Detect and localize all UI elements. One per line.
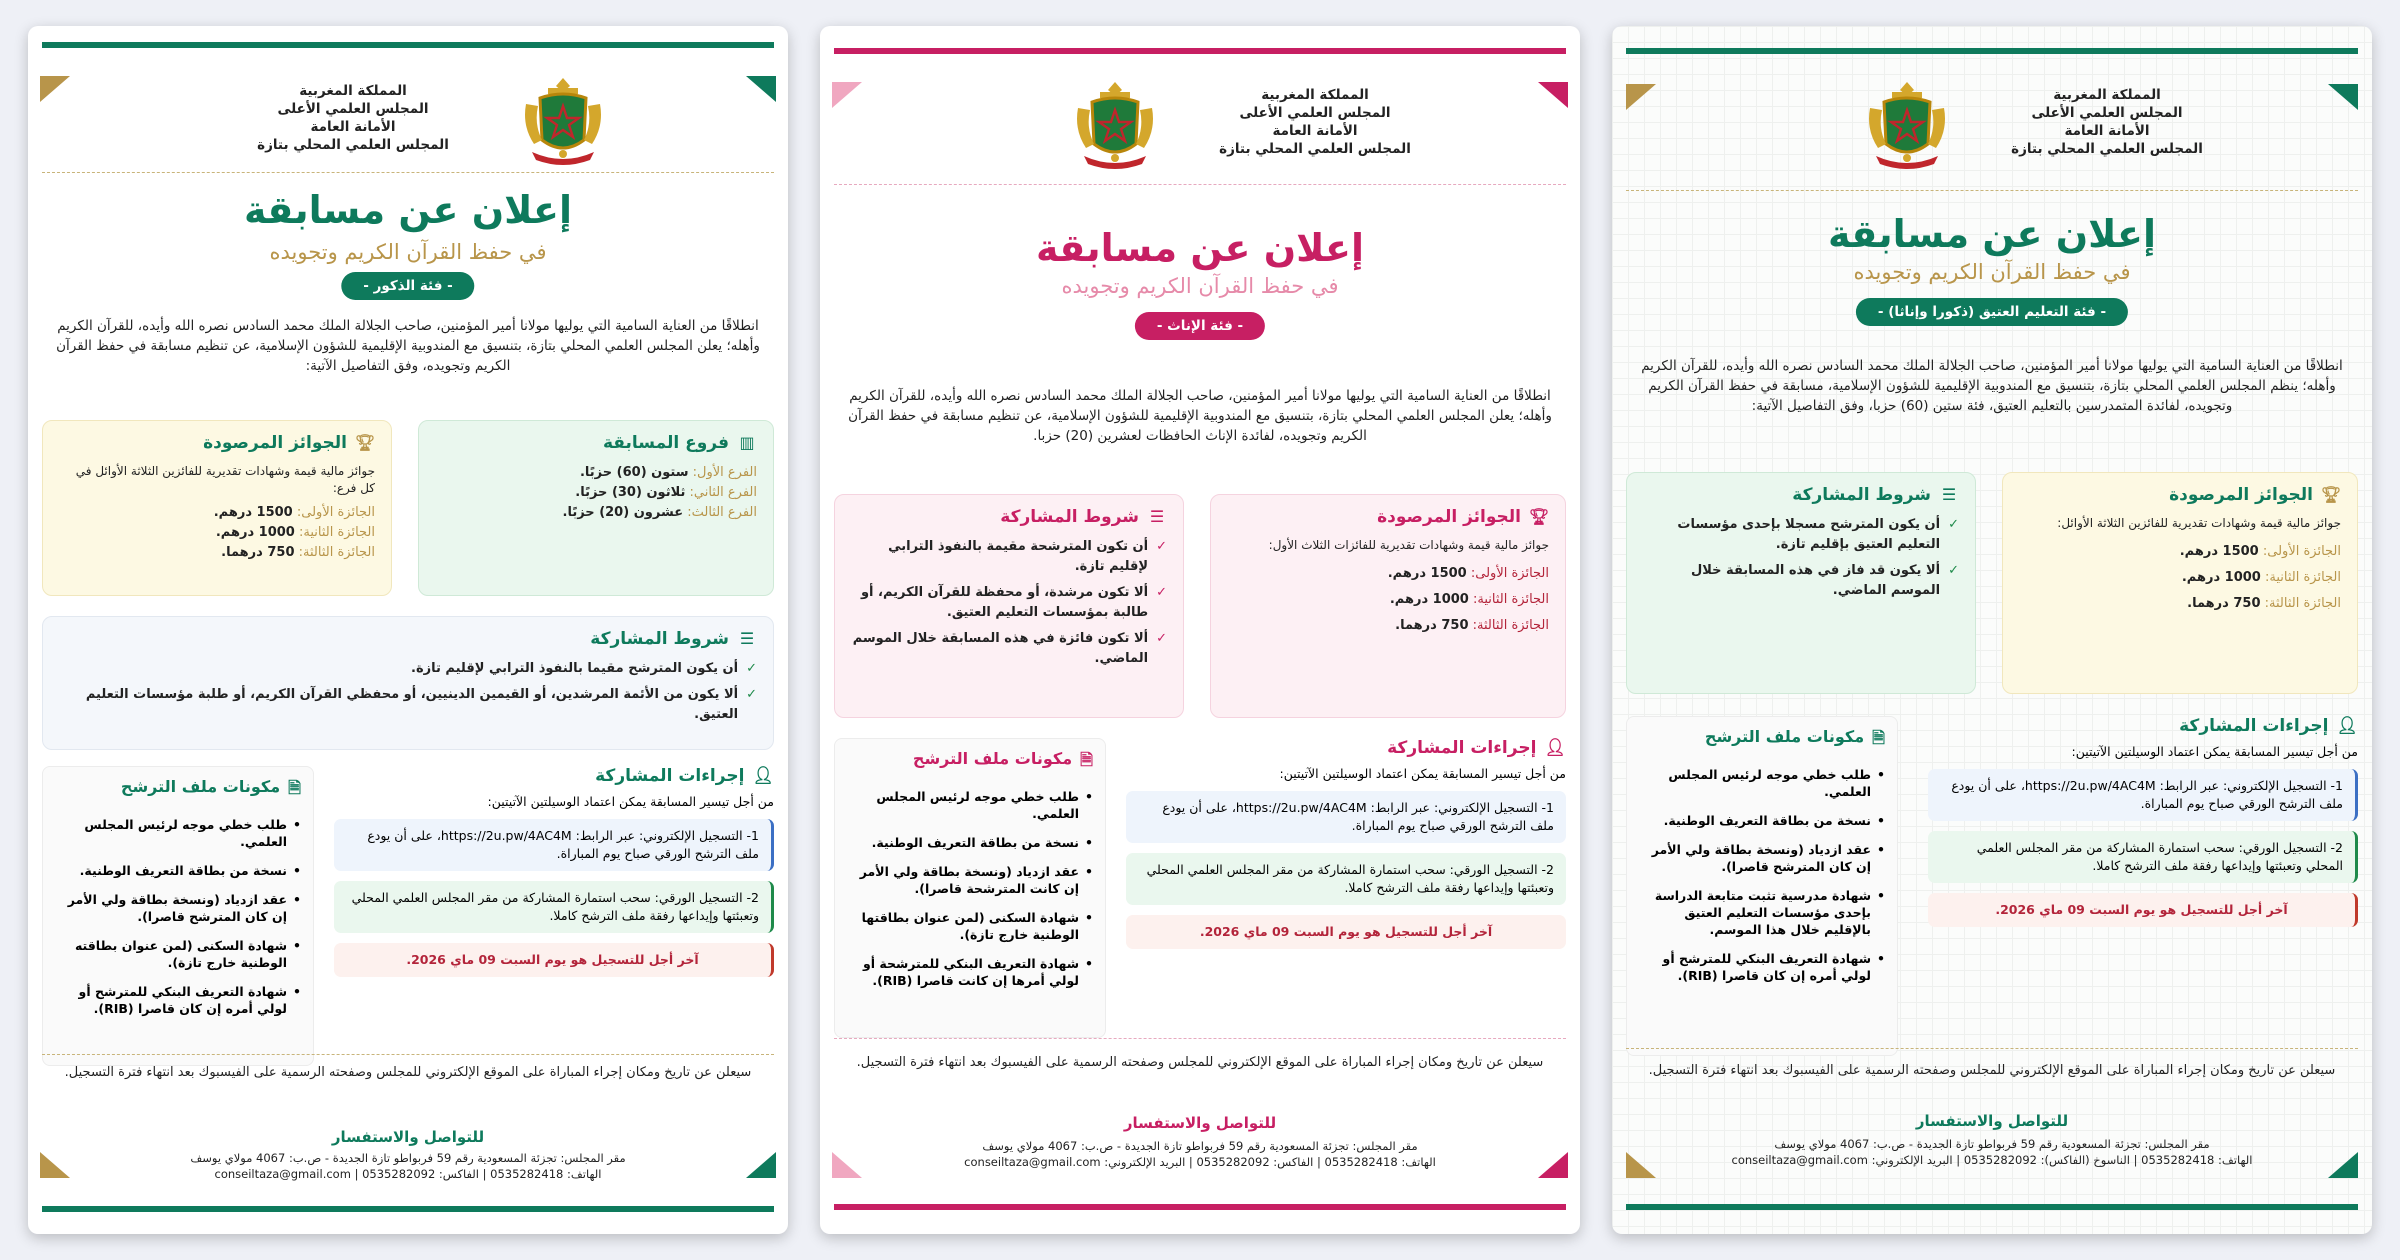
list-item: الجائزة الثالثة: 750 درهما. bbox=[221, 545, 375, 560]
list-item: • شهادة مدرسية تثبت متابعة الدراسة بإحدى مؤسسات التعليم العتيق بالإقليم خلال هذا الموسم. bbox=[1639, 887, 1885, 938]
list-item: • عقد ازدياد (ونسخة بطاقة ولي الأمر إن كان المترشح قاصرا). bbox=[1639, 841, 1885, 875]
list-item: • عقد ازدياد (ونسخة بطاقة ولي الأمر إن كان المترشح قاصرا). bbox=[55, 891, 301, 925]
prizes-box bbox=[2002, 472, 2358, 694]
intro-text: انطلاقًا من العناية السامية التي يوليها مولانا أمير المؤمنين، صاحب الجلالة الملك محمد السادس نصره الله وأيده، للقرآن الكريم وأهله؛ ينظم المجلس العلمي المحلي بتازة، بتنسيق مع المندوبية الإقليمية للشؤون الإسلامية، مسابقة في حفظ القرآن الكريم وتجويده، لفائدة المتمدرسين بالتعليم العتيق، فئة ستين (60) حزبا، وفق التفاصيل الآتية: bbox=[1641, 358, 2343, 414]
address: مقر المجلس: تجزئة المسعودية رقم 59 فربواطو تازة الجديدة - ص.ب: 4067 مولاي يوسف bbox=[1774, 1137, 2210, 1151]
header-lines bbox=[238, 82, 468, 154]
check-icon: ✓ bbox=[1948, 563, 1959, 578]
list-item: الفرع الثاني: ثلاثون (30) حزبًا. bbox=[575, 485, 757, 500]
list-item: الفرع الثالث: عشرون (20) حزبًا. bbox=[562, 505, 757, 520]
procedures-intro: من أجل تيسير المسابقة يمكن اعتماد الوسيلتين الآتيتين: bbox=[1279, 766, 1566, 781]
file-section bbox=[1626, 716, 1898, 1056]
footer-note: سيعلن عن تاريخ ومكان إجراء المباراة على الموقع الإلكتروني للمجلس وصفحته الرسمية على الفيسبوك بعد انتهاء فترة التسجيل. bbox=[1648, 1063, 2336, 1078]
header-line: المجلس العلمي المحلي بتازة bbox=[1219, 141, 1411, 157]
phones: الهاتف: 0535282418 | الفاكس: 0535282092 | البريد الإلكتروني: conseiltaza@gmail.com bbox=[964, 1155, 1436, 1169]
header-line: المجلس العلمي الأعلى bbox=[2031, 105, 2183, 121]
check-icon: ✓ bbox=[1948, 517, 1959, 532]
list-item: • شهادة التعريف البنكي للمترشح أو لولي أمره إن كان قاصرا (RIB). bbox=[55, 983, 301, 1017]
header bbox=[28, 74, 788, 194]
divider bbox=[42, 1054, 774, 1055]
list-item: الجائزة الأولى: 1500 درهم. bbox=[2179, 544, 2341, 559]
list-item: الجائزة الثانية: 1000 درهم. bbox=[215, 525, 375, 540]
check-icon: ✓ bbox=[1156, 539, 1167, 554]
header-line: المجلس العلمي المحلي بتازة bbox=[257, 137, 449, 153]
procedures-section bbox=[334, 766, 774, 987]
document-icon: 🗎 bbox=[1080, 750, 1093, 769]
header-lines bbox=[1200, 86, 1430, 158]
page-subtitle: في حفظ القرآن الكريم وتجويده bbox=[1061, 274, 1339, 298]
poster-traditional-education bbox=[1612, 26, 2372, 1234]
bottom-bar bbox=[834, 1204, 1566, 1210]
header-line: المجلس العلمي الأعلى bbox=[1239, 105, 1391, 121]
trophy-icon: 🏆︎ bbox=[1528, 507, 1549, 526]
conditions-title: شروط المشاركة bbox=[1000, 507, 1139, 527]
header bbox=[1612, 78, 2372, 198]
corner-decoration bbox=[832, 1152, 862, 1178]
prizes-title: الجوائز المرصودة bbox=[2169, 485, 2313, 505]
page-subtitle: في حفظ القرآن الكريم وتجويده bbox=[269, 240, 547, 264]
divider bbox=[42, 172, 774, 173]
list-item: • شهادة السكنى (لمن عنوان بطاقتها الوطنية خارج تازة). bbox=[847, 909, 1093, 943]
corner-decoration bbox=[746, 1152, 776, 1178]
list-item: • شهادة التعريف البنكي للمترشح أو لولي أمره إن كان قاصرا (RIB). bbox=[1639, 950, 1885, 984]
procedures-section bbox=[1928, 716, 2358, 937]
user-icon: 👤︎ bbox=[1544, 738, 1566, 758]
conditions-box bbox=[42, 616, 774, 750]
file-title: مكونات ملف الترشح bbox=[120, 777, 281, 796]
check-icon: ✓ bbox=[1156, 585, 1167, 600]
header-line: الأمانة العامة bbox=[310, 119, 396, 135]
list-item: • نسخة من بطاقة التعريف الوطنية. bbox=[55, 862, 301, 879]
bottom-bar bbox=[42, 1206, 774, 1212]
royal-emblem-icon bbox=[1862, 78, 1952, 172]
branches-box bbox=[418, 420, 774, 596]
prizes-description: جوائز مالية قيمة وشهادات تقديرية للفائزات الثلاث الأول: bbox=[1268, 538, 1549, 552]
prizes-box bbox=[42, 420, 392, 596]
procedures-title: إجراءات المشاركة bbox=[2179, 716, 2329, 736]
page-title: إعلان عن مسابقة bbox=[243, 188, 572, 232]
check-icon: ✓ bbox=[1156, 631, 1167, 646]
branches-title: فروع المسابقة bbox=[602, 433, 729, 453]
poster-females bbox=[820, 26, 1580, 1234]
page-title: إعلان عن مسابقة bbox=[1827, 212, 2156, 256]
list-item: • شهادة السكنى (لمن عنوان بطاقته الوطنية خارج تازة). bbox=[55, 937, 301, 971]
procedures-section bbox=[1126, 738, 1566, 959]
list-item: • نسخة من بطاقة التعريف الوطنية. bbox=[1639, 812, 1885, 829]
file-section bbox=[42, 766, 314, 1066]
prizes-title: الجوائز المرصودة bbox=[1377, 507, 1521, 527]
page-subtitle: في حفظ القرآن الكريم وتجويده bbox=[1853, 260, 2131, 284]
checklist-icon: ☰ bbox=[1149, 507, 1165, 526]
header-line: المملكة المغربية bbox=[299, 83, 407, 99]
phones: الهاتف: 0535282418 | الفاكس: 0535282092 | conseiltaza@gmail.com bbox=[214, 1167, 602, 1181]
procedures-title: إجراءات المشاركة bbox=[1387, 738, 1537, 758]
paper-registration: 2- التسجيل الورقي: سحب استمارة المشاركة من مقر المجلس العلمي المحلي وتعبئتها وإيداعها رفقة ملف الترشح كاملا. bbox=[1928, 831, 2358, 883]
list-item: • طلب خطي موجه لرئيس المجلس العلمي. bbox=[847, 788, 1093, 822]
header-line: المجلس العلمي المحلي بتازة bbox=[2011, 141, 2203, 157]
header bbox=[820, 78, 1580, 198]
conditions-box bbox=[1626, 472, 1976, 694]
list-item: ✓ ألا يكون قد فاز في هذه المسابقة خلال الموسم الماضي. bbox=[1643, 561, 1959, 601]
category-badge: - فئة الذكور - bbox=[341, 272, 474, 300]
list-item: • عقد ازدياد (ونسخة بطاقة ولي الأمر إن كانت المترشحة قاصرا). bbox=[847, 863, 1093, 897]
contact-title: للتواصل والاستفسار bbox=[1915, 1112, 2069, 1130]
corner-decoration bbox=[1626, 1152, 1656, 1178]
divider bbox=[1626, 1048, 2358, 1049]
list-item: ✓ ألا تكون فائزة في هذه المسابقة خلال الموسم الماضي. bbox=[851, 629, 1167, 669]
header-line: المملكة المغربية bbox=[2053, 87, 2161, 103]
contact-title: للتواصل والاستفسار bbox=[1123, 1114, 1277, 1132]
list-item: ✓ أن تكون المترشحة مقيمة بالنفوذ الترابي لإقليم تازة. bbox=[851, 537, 1167, 577]
user-icon: 👤︎ bbox=[2336, 716, 2358, 736]
deadline-note: آخر أجل للتسجيل هو يوم السبت 09 ماي 2026. bbox=[334, 943, 774, 977]
deadline-note: آخر أجل للتسجيل هو يوم السبت 09 ماي 2026. bbox=[1126, 915, 1566, 949]
list-item: • طلب خطي موجه لرئيس المجلس العلمي. bbox=[1639, 766, 1885, 800]
header-line: المملكة المغربية bbox=[1261, 87, 1369, 103]
prizes-description: جوائز مالية قيمة وشهادات تقديرية للفائزين الثلاثة الأوائل في كل فرع: bbox=[75, 464, 375, 495]
conditions-box bbox=[834, 494, 1184, 718]
bottom-bar bbox=[1626, 1204, 2358, 1210]
footer-note: سيعلن عن تاريخ ومكان إجراء المباراة على الموقع الإلكتروني للمجلس وصفحته الرسمية على الفيسبوك بعد انتهاء فترة التسجيل. bbox=[64, 1065, 752, 1080]
list-item: • نسخة من بطاقة التعريف الوطنية. bbox=[847, 834, 1093, 851]
document-icon: 🗎 bbox=[1872, 728, 1885, 747]
list-item: ✓ ألا تكون مرشدة، أو محفظة للقرآن الكريم، أو طالبة بمؤسسات التعليم العتيق. bbox=[851, 583, 1167, 623]
list-item: ✓ أن يكون المترشح مسجلا بإحدى مؤسسات التعليم العتيق بإقليم تازة. bbox=[1643, 515, 1959, 555]
prizes-box bbox=[1210, 494, 1566, 718]
procedures-title: إجراءات المشاركة bbox=[595, 766, 745, 786]
conditions-title: شروط المشاركة bbox=[590, 629, 729, 649]
conditions-title: شروط المشاركة bbox=[1792, 485, 1931, 505]
address: مقر المجلس: تجزئة المسعودية رقم 59 فربواطو تازة الجديدة - ص.ب: 4067 مولاي يوسف bbox=[190, 1151, 626, 1165]
divider bbox=[834, 184, 1566, 185]
intro-text: انطلاقًا من العناية السامية التي يوليها مولانا أمير المؤمنين، صاحب الجلالة الملك محمد السادس نصره الله وأيده، للقرآن الكريم وأهله؛ يعلن المجلس العلمي المحلي بتازة، بتنسيق مع المندوبية الإقليمية للشؤون الإسلامية، عن تنظيم مسابقة في حفظ القرآن الكريم وتجويده، لفائدة الإناث الحافظات لعشرين (20) حزبا. bbox=[848, 388, 1552, 444]
list-item: ✓ أن يكون المترشح مقيما بالنفوذ الترابي لإقليم تازة. bbox=[59, 659, 757, 679]
online-registration: 1- التسجيل الإلكتروني: عبر الرابط: https://2u.pw/4AC4M، على أن يودع ملف الترشح الورقي صباح يوم المباراة. bbox=[334, 819, 774, 871]
list-item: • طلب خطي موجه لرئيس المجلس العلمي. bbox=[55, 816, 301, 850]
list-item: • شهادة التعريف البنكي للمترشحة أو لولي أمرها إن كانت قاصرا (RIB). bbox=[847, 955, 1093, 989]
list-item: الفرع الأول: ستون (60) حزبًا. bbox=[579, 465, 757, 480]
divider bbox=[834, 1038, 1566, 1039]
top-bar bbox=[1626, 48, 2358, 54]
check-icon: ✓ bbox=[746, 661, 757, 676]
file-title: مكونات ملف الترشح bbox=[912, 749, 1073, 768]
category-badge: - فئة التعليم العتيق (ذكورا وإناثا) - bbox=[1856, 298, 2128, 326]
book-icon: ▥ bbox=[739, 433, 755, 452]
paper-registration: 2- التسجيل الورقي: سحب استمارة المشاركة من مقر المجلس العلمي المحلي وتعبئتها وإيداعها رفقة ملف الترشح كاملا. bbox=[1126, 853, 1566, 905]
online-registration: 1- التسجيل الإلكتروني: عبر الرابط: https://2u.pw/4AC4M، على أن يودع ملف الترشح الورقي صباح يوم المباراة. bbox=[1126, 791, 1566, 843]
corner-decoration bbox=[1538, 1152, 1568, 1178]
category-badge: - فئة الإناث - bbox=[1135, 312, 1265, 340]
prizes-title: الجوائز المرصودة bbox=[203, 433, 347, 453]
contact-title: للتواصل والاستفسار bbox=[331, 1128, 485, 1146]
paper-registration: 2- التسجيل الورقي: سحب استمارة المشاركة من مقر المجلس العلمي المحلي وتعبئتها وإيداعها رفقة ملف الترشح كاملا. bbox=[334, 881, 774, 933]
list-item: الجائزة الأولى: 1500 درهم. bbox=[213, 505, 375, 520]
divider bbox=[1626, 190, 2358, 191]
file-title: مكونات ملف الترشح bbox=[1704, 727, 1865, 746]
royal-emblem-icon bbox=[1070, 78, 1160, 172]
intro-text: انطلاقًا من العناية السامية التي يوليها مولانا أمير المؤمنين، صاحب الجلالة الملك محمد السادس نصره الله وأيده، للقرآن الكريم وأهله؛ يعلن المجلس العلمي المحلي بتازة، بتنسيق مع المندوبية الإقليمية للشؤون الإسلامية، عن تنظيم مسابقة في حفظ القرآن الكريم وتجويده، وفق التفاصيل الآتية: bbox=[56, 318, 760, 374]
list-item: الجائزة الثالثة: 750 درهما. bbox=[2187, 596, 2341, 611]
address: مقر المجلس: تجزئة المسعودية رقم 59 فربواطو تازة الجديدة - ص.ب: 4067 مولاي يوسف bbox=[982, 1139, 1418, 1153]
checklist-icon: ☰ bbox=[1941, 485, 1957, 504]
corner-decoration bbox=[40, 1152, 70, 1178]
poster-males bbox=[28, 26, 788, 1234]
online-registration: 1- التسجيل الإلكتروني: عبر الرابط: https://2u.pw/4AC4M، على أن يودع ملف الترشح الورقي صباح يوم المباراة. bbox=[1928, 769, 2358, 821]
phones: الهاتف: 0535282418 | الناسوخ (الفاكس): 0535282092 | البريد الإلكتروني: conseiltaza@gmail.com bbox=[1731, 1153, 2253, 1167]
royal-emblem-icon bbox=[518, 74, 608, 168]
procedures-intro: من أجل تيسير المسابقة يمكن اعتماد الوسيلتين الآتيتين: bbox=[487, 794, 774, 809]
prizes-description: جوائز مالية قيمة وشهادات تقديرية للفائزين الثلاثة الأوائل: bbox=[2057, 516, 2341, 530]
header-line: الأمانة العامة bbox=[2064, 123, 2150, 139]
deadline-note: آخر أجل للتسجيل هو يوم السبت 09 ماي 2026. bbox=[1928, 893, 2358, 927]
user-icon: 👤︎ bbox=[752, 766, 774, 786]
page-title: إعلان عن مسابقة bbox=[1035, 226, 1364, 270]
list-item: الجائزة الأولى: 1500 درهم. bbox=[1387, 566, 1549, 581]
top-bar bbox=[42, 42, 774, 48]
trophy-icon: 🏆︎ bbox=[2320, 485, 2341, 504]
list-item: ✓ ألا يكون من الأئمة المرشدين، أو القيمين الدينيين، أو محفظي القرآن الكريم، أو طلبة مؤسسات التعليم العتيق. bbox=[59, 685, 757, 725]
list-item: الجائزة الثالثة: 750 درهما. bbox=[1395, 618, 1549, 633]
procedures-intro: من أجل تيسير المسابقة يمكن اعتماد الوسيلتين الآتيتين: bbox=[2071, 744, 2358, 759]
trophy-icon: 🏆︎ bbox=[354, 433, 375, 452]
list-item: الجائزة الثانية: 1000 درهم. bbox=[1389, 592, 1549, 607]
corner-decoration bbox=[2328, 1152, 2358, 1178]
document-icon: 🗎 bbox=[288, 778, 301, 797]
top-bar bbox=[834, 48, 1566, 54]
file-section bbox=[834, 738, 1106, 1038]
checklist-icon: ☰ bbox=[739, 629, 755, 648]
header-lines bbox=[1992, 86, 2222, 158]
header-line: الأمانة العامة bbox=[1272, 123, 1358, 139]
header-line: المجلس العلمي الأعلى bbox=[277, 101, 429, 117]
footer-note: سيعلن عن تاريخ ومكان إجراء المباراة على الموقع الإلكتروني للمجلس وصفحته الرسمية على الفيسبوك بعد انتهاء فترة التسجيل. bbox=[856, 1055, 1544, 1070]
check-icon: ✓ bbox=[746, 687, 757, 702]
list-item: الجائزة الثانية: 1000 درهم. bbox=[2181, 570, 2341, 585]
